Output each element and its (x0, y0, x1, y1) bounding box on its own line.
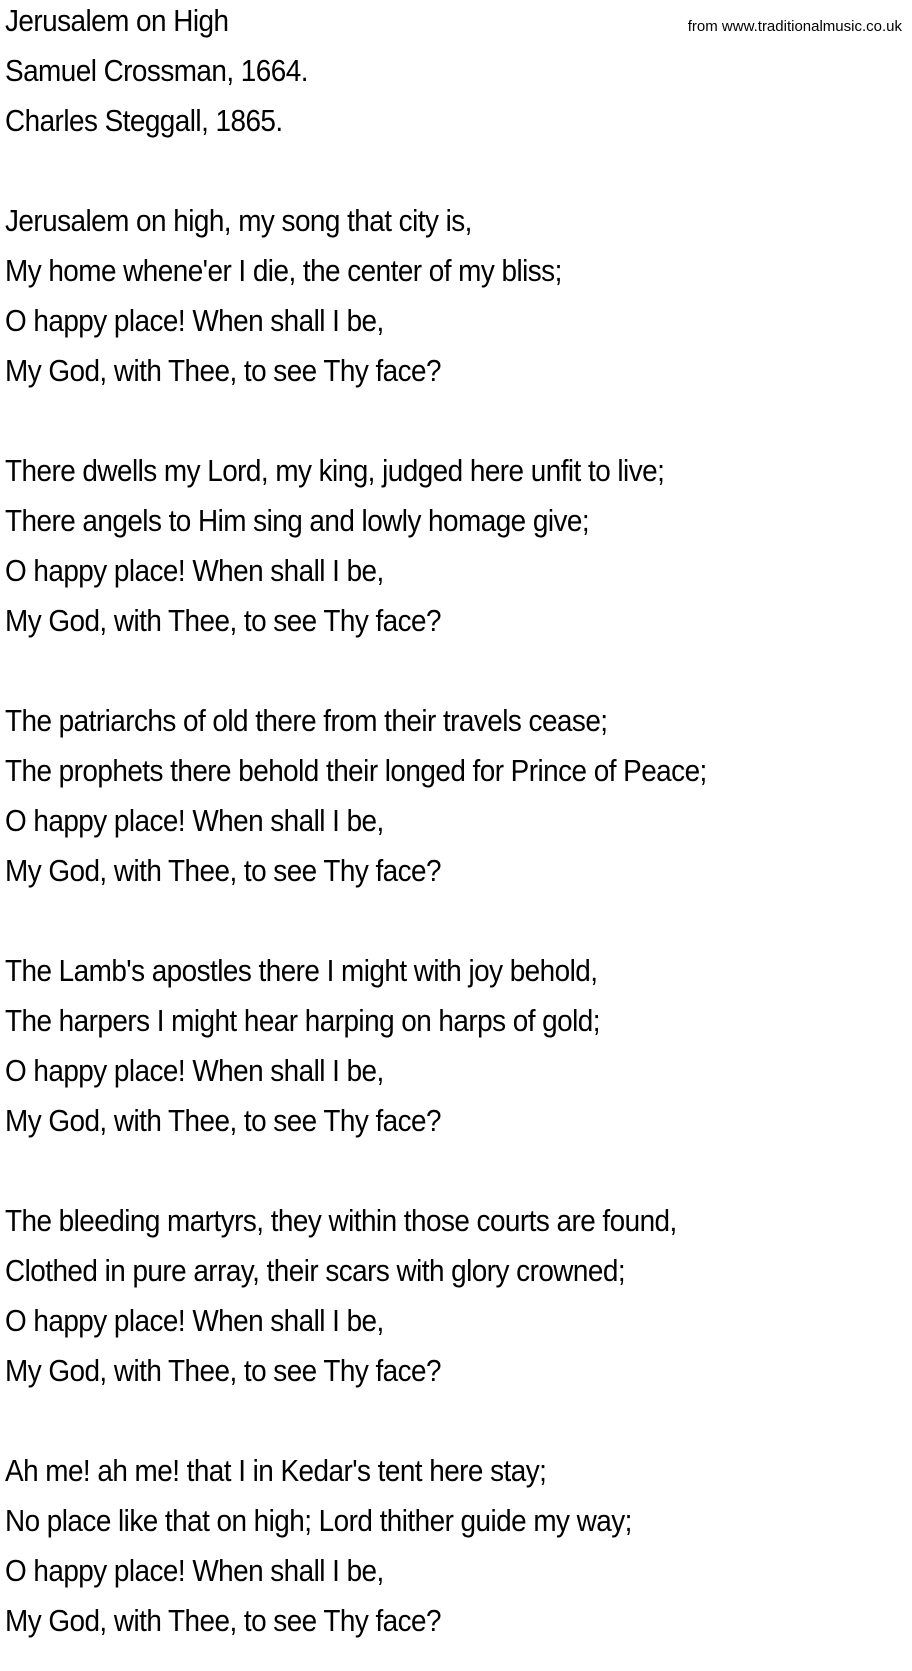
stanza-line: The Lamb's apostles there I might with joy behold, (5, 953, 598, 988)
stanza-4 (5, 946, 820, 1146)
stanza-line: O happy place! When shall I be, (5, 1303, 384, 1338)
stanza-1 (5, 196, 820, 396)
stanza-line: Ah me! ah me! that I in Kedar's tent here stay; (5, 1453, 547, 1488)
hymn-title: Jerusalem on High (5, 3, 229, 38)
stanza-line: Jerusalem on high, my song that city is, (5, 203, 472, 238)
stanza-line: O happy place! When shall I be, (5, 303, 384, 338)
stanza-line: My God, with Thee, to see Thy face? (5, 1103, 442, 1138)
stanza-line: O happy place! When shall I be, (5, 553, 384, 588)
stanza-line: O happy place! When shall I be, (5, 1553, 384, 1588)
stanza-line: There dwells my Lord, my king, judged here unfit to live; (5, 453, 665, 488)
stanza-line: No place like that on high; Lord thither guide my way; (5, 1503, 632, 1538)
stanza-line: O happy place! When shall I be, (5, 1053, 384, 1088)
stanza-line: My God, with Thee, to see Thy face? (5, 853, 442, 888)
stanza-2 (5, 446, 820, 646)
stanza-6 (5, 1446, 820, 1646)
stanza-line: My God, with Thee, to see Thy face? (5, 1353, 442, 1388)
stanza-line: My home whene'er I die, the center of my bliss; (5, 253, 562, 288)
stanza-line: My God, with Thee, to see Thy face? (5, 603, 442, 638)
stanza-line: O happy place! When shall I be, (5, 803, 384, 838)
stanza-5 (5, 1196, 820, 1396)
hymn-author: Samuel Crossman, 1664. (5, 53, 308, 88)
hymn-header (5, 0, 820, 146)
stanza-3 (5, 696, 820, 896)
hymn-text (5, 0, 820, 1646)
stanza-line: My God, with Thee, to see Thy face? (5, 1603, 442, 1638)
stanza-line: The bleeding martyrs, they within those courts are found, (5, 1203, 677, 1238)
stanza-line: The harpers I might hear harping on harps of gold; (5, 1003, 600, 1038)
stanza-line: My God, with Thee, to see Thy face? (5, 353, 442, 388)
source-note: from www.traditionalmusic.co.uk (687, 18, 902, 35)
stanza-line: The prophets there behold their longed for Prince of Peace; (5, 753, 707, 788)
stanza-line: The patriarchs of old there from their travels cease; (5, 703, 608, 738)
stanza-line: Clothed in pure array, their scars with glory crowned; (5, 1253, 626, 1288)
stanza-line: There angels to Him sing and lowly homage give; (5, 503, 590, 538)
hymn-composer: Charles Steggall, 1865. (5, 103, 283, 138)
